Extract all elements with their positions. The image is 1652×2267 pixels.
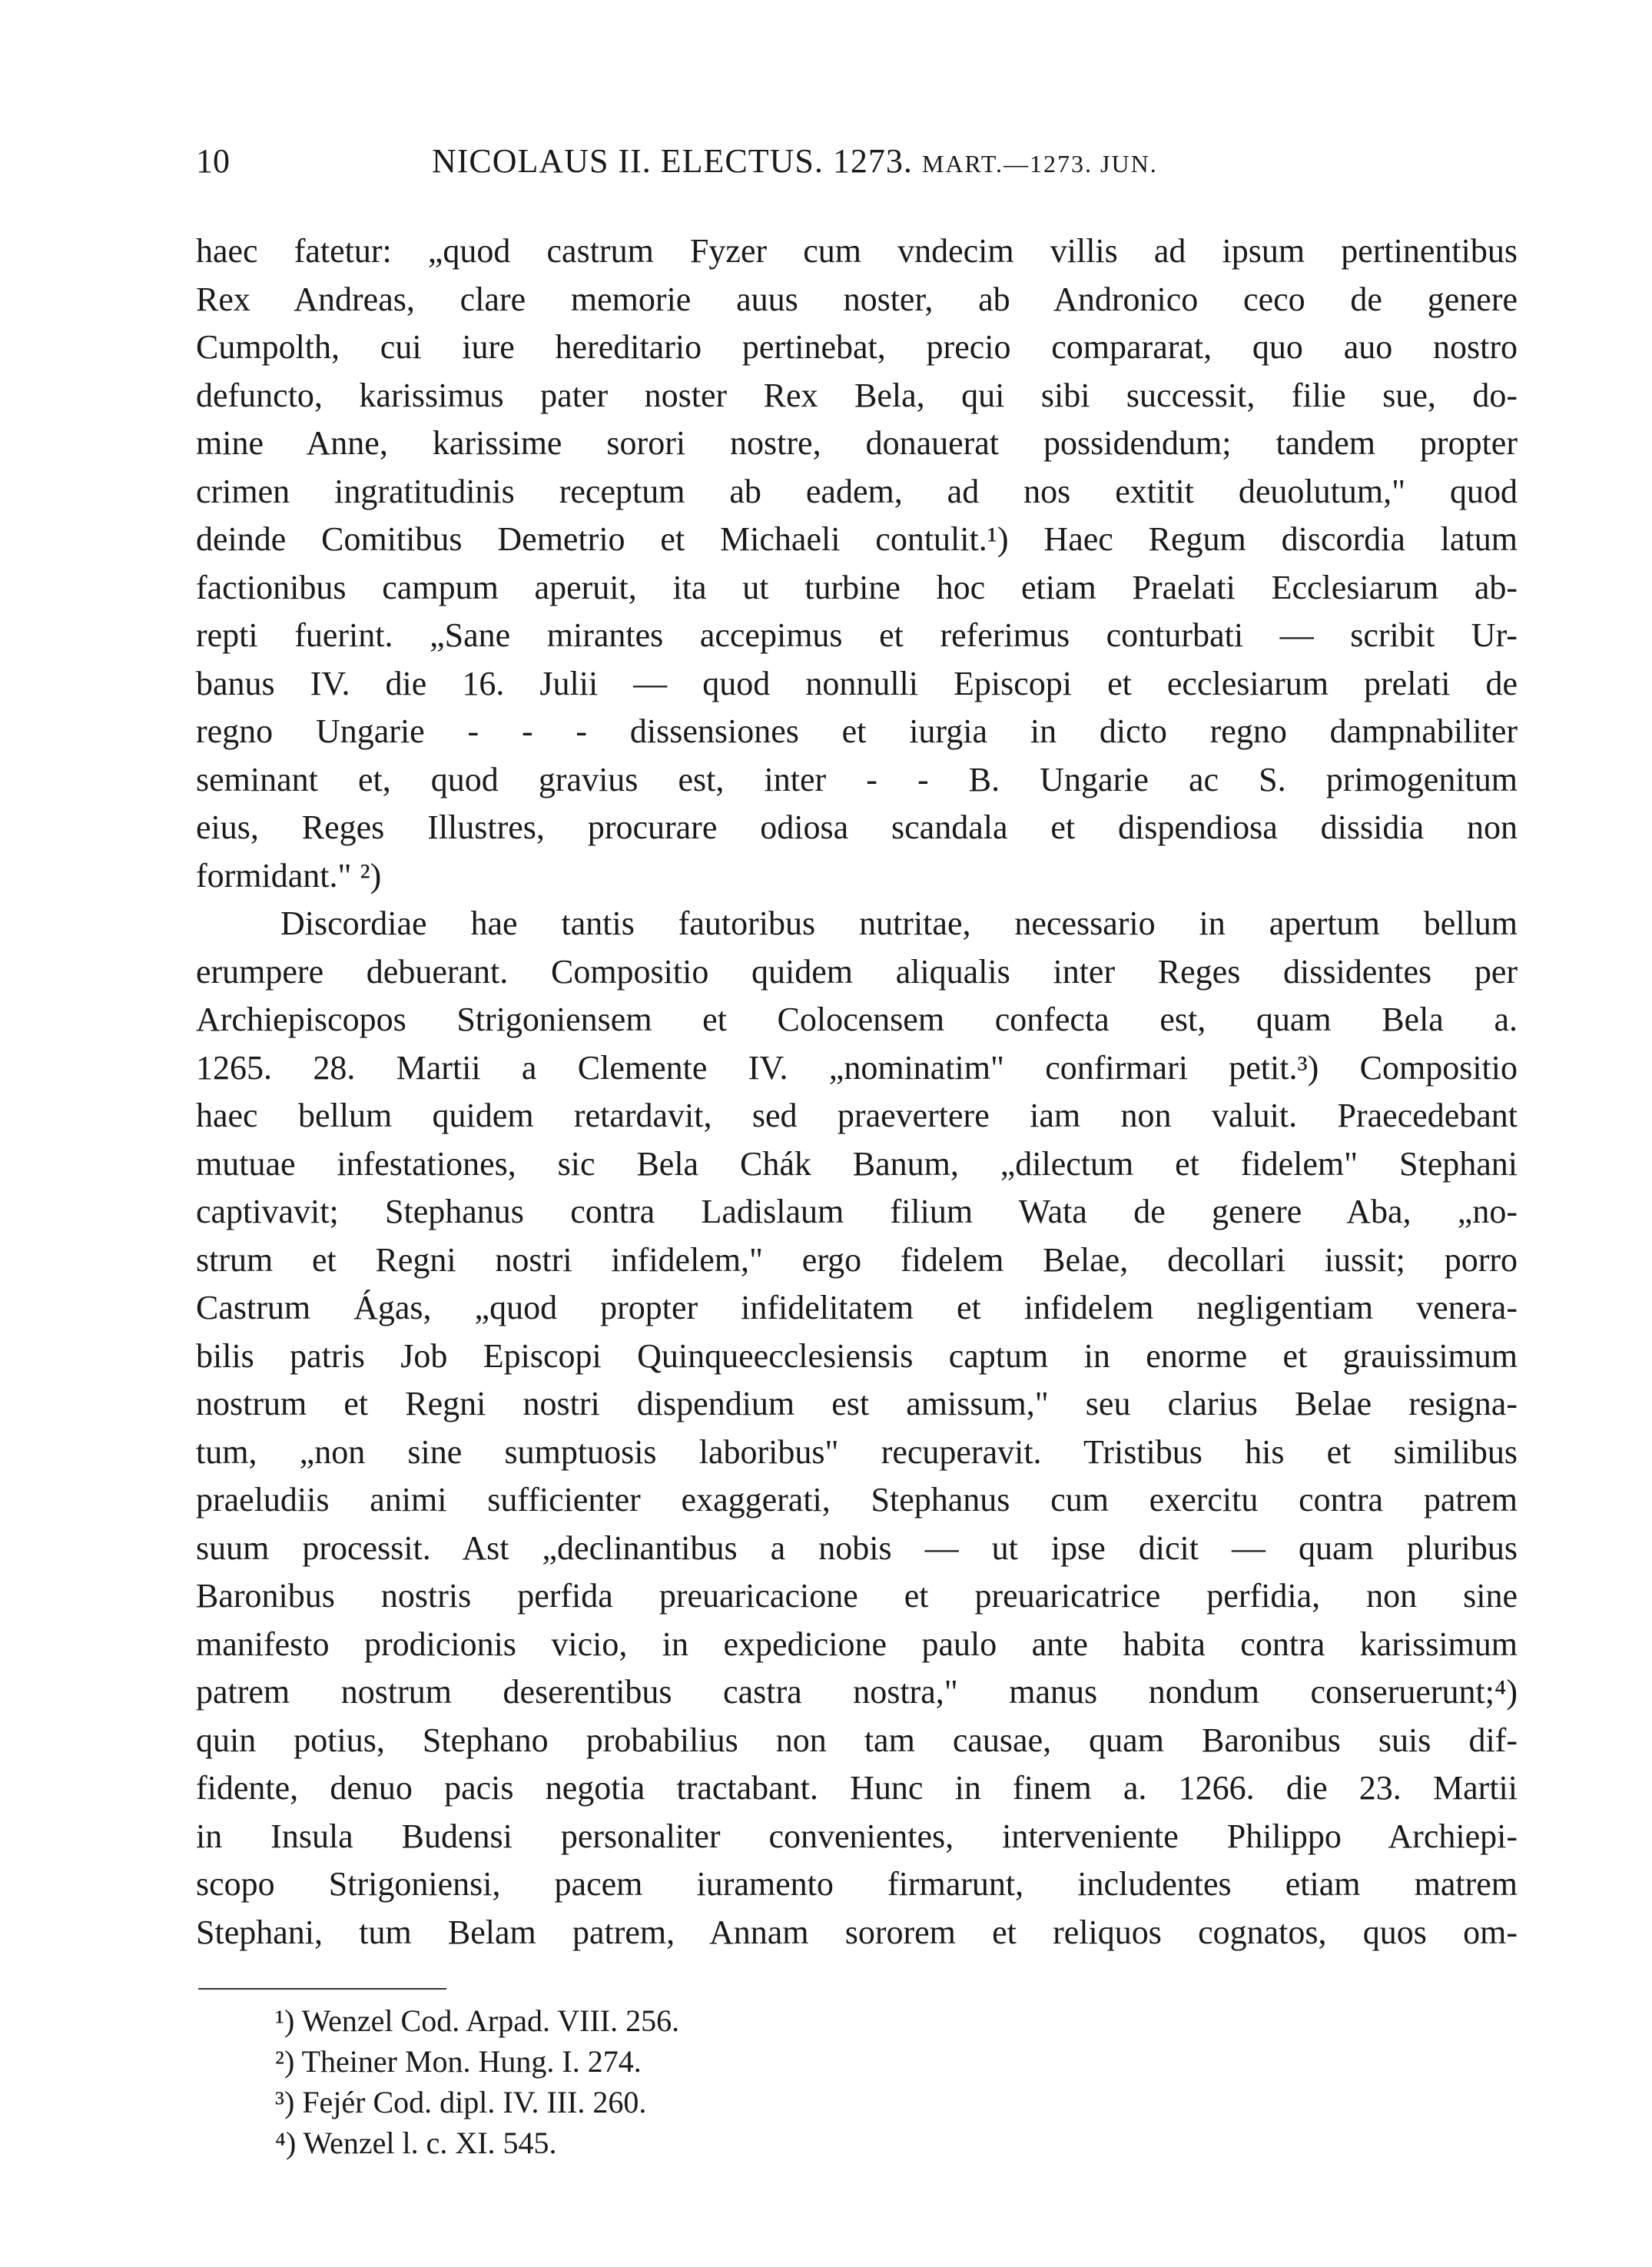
running-title-text: NICOLAUS II. ELECTUS. 1273. <box>432 142 913 180</box>
footnotes <box>275 2000 1197 2163</box>
text-line: defuncto, karissimus pater noster Rex Bela, qui sibi successit, filie sue, do- <box>196 376 1518 414</box>
page-number: 10 <box>196 142 230 180</box>
text-line: 1265. 28. Martii a Clemente IV. „nominatim" confirmari petit.³) Compositio <box>196 1048 1518 1087</box>
text-line: in Insula Budensi personaliter convenientes, interveniente Philippo Archiepi- <box>196 1817 1518 1855</box>
text-line: factionibus campum aperuit, ita ut turbine hoc etiam Praelati Ecclesiarum ab- <box>196 568 1518 606</box>
footnote-item <box>275 2000 1197 2041</box>
footnote-mark: ⁴) <box>275 2126 297 2160</box>
text-line: mutuae infestationes, sic Bela Chák Banum, „dilectum et fidelem" Stephani <box>196 1144 1518 1183</box>
running-title <box>432 142 1158 183</box>
footnote-item <box>275 2123 1197 2163</box>
text-line: deinde Comitibus Demetrio et Michaeli contulit.¹) Haec Regum discordia latum <box>196 520 1518 558</box>
text-line: haec fatetur: „quod castrum Fyzer cum vndecim villis ad ipsum pertinentibus <box>196 232 1518 270</box>
text-line: praeludiis animi sufficienter exaggerati, Stephanus cum exercitu contra patrem <box>196 1481 1518 1519</box>
text-line: seminant et, quod gravius est, inter - - B. Ungarie ac S. primogenitum <box>196 760 1518 798</box>
text-line: Archiepiscopos Strigoniensem et Colocensem confecta est, quam Bela a. <box>196 1001 1518 1038</box>
text-line: suum processit. Ast „declinantibus a nobis — ut ipse dicit — quam pluribus <box>196 1528 1518 1567</box>
footnote-text: Wenzel l. c. XI. 545. <box>303 2126 557 2160</box>
text-line: crimen ingratitudinis receptum ab eadem, ad nos extitit deuolutum," quod <box>196 472 1518 510</box>
text-line: Castrum Ágas, „quod propter infidelitatem et infidelem negligentiam venera- <box>196 1289 1518 1326</box>
text-line: haec bellum quidem retardavit, sed praevertere iam non valuit. Praecedebant <box>196 1097 1518 1134</box>
footnote-text: Fejér Cod. dipl. IV. III. 260. <box>302 2085 647 2119</box>
text-line: repti fuerint. „Sane mirantes accepimus et referimus conturbati — scribit Ur- <box>196 616 1518 654</box>
text-line: Discordiae hae tantis fautoribus nutritae, necessario in apertum bellum <box>280 904 1518 942</box>
text-line: nostrum et Regni nostri dispendium est amissum," seu clarius Belae resigna- <box>196 1385 1518 1422</box>
text-line: mine Anne, karissime sorori nostre, donauerat possidendum; tandem propter <box>196 424 1518 462</box>
text-line: fidente, denuo pacis negotia tractabant. Hunc in finem a. 1266. die 23. Martii <box>196 1769 1518 1807</box>
text-line: manifesto prodicionis vicio, in expedicione paulo ante habita contra karissimum <box>196 1625 1518 1663</box>
running-head <box>0 142 1652 181</box>
text-line: Cumpolth, cui iure hereditario pertinebat, precio compararat, quo auo nostro <box>196 328 1518 366</box>
text-line: patrem nostrum deserentibus castra nostra," manus nondum conseruerunt;⁴) <box>196 1673 1518 1711</box>
text-line: captivavit; Stephanus contra Ladislaum filium Wata de genere Aba, „no- <box>196 1193 1518 1230</box>
text-line: scopo Strigoniensi, pacem iuramento firmarunt, includentes etiam matrem <box>196 1865 1518 1903</box>
footnote-rule <box>198 1988 446 1990</box>
text-line: regno Ungarie - - - dissensiones et iurgia in dicto regno dampnabiliter <box>196 712 1518 750</box>
text-line: strum et Regni nostri infidelem," ergo fidelem Belae, decollari iussit; porro <box>196 1240 1518 1279</box>
text-body <box>196 227 1518 1957</box>
footnote-item <box>275 2082 1197 2123</box>
footnote-mark: ¹) <box>275 2003 295 2038</box>
footnote-text: Wenzel Cod. Arpad. VIII. 256. <box>301 2003 680 2038</box>
text-line: quin potius, Stephano probabilius non tam causae, quam Baronibus suis dif- <box>196 1721 1518 1759</box>
text-line: Baronibus nostris perfida preuaricacione et preuaricatrice perfidia, non sine <box>196 1577 1518 1615</box>
text-line: tum, „non sine sumptuosis laboribus" recuperavit. Tristibus his et similibus <box>196 1432 1518 1471</box>
text-line: formidant." ²) <box>196 856 382 895</box>
text-line: banus IV. die 16. Julii — quod nonnulli Episcopi et ecclesiarum prelati de <box>196 664 1518 702</box>
footnote-text: Theiner Mon. Hung. I. 274. <box>301 2044 642 2079</box>
footnote-mark: ³) <box>275 2085 295 2119</box>
running-title-dates: MART.—1273. JUN. <box>921 150 1158 178</box>
text-line: Stephani, tum Belam patrem, Annam sororem et reliquos cognatos, quos om- <box>196 1913 1518 1951</box>
text-line: bilis patris Job Episcopi Quinqueecclesiensis captum in enorme et grauissimum <box>196 1336 1518 1375</box>
footnote-mark: ²) <box>275 2044 295 2079</box>
text-line: erumpere debuerant. Compositio quidem aliqualis inter Reges dissidentes per <box>196 952 1518 991</box>
text-line: eius, Reges Illustres, procurare odiosa scandala et dispendiosa dissidia non <box>196 808 1518 846</box>
footnote-item <box>275 2041 1197 2082</box>
text-line: Rex Andreas, clare memorie auus noster, ab Andronico ceco de genere <box>196 280 1518 318</box>
